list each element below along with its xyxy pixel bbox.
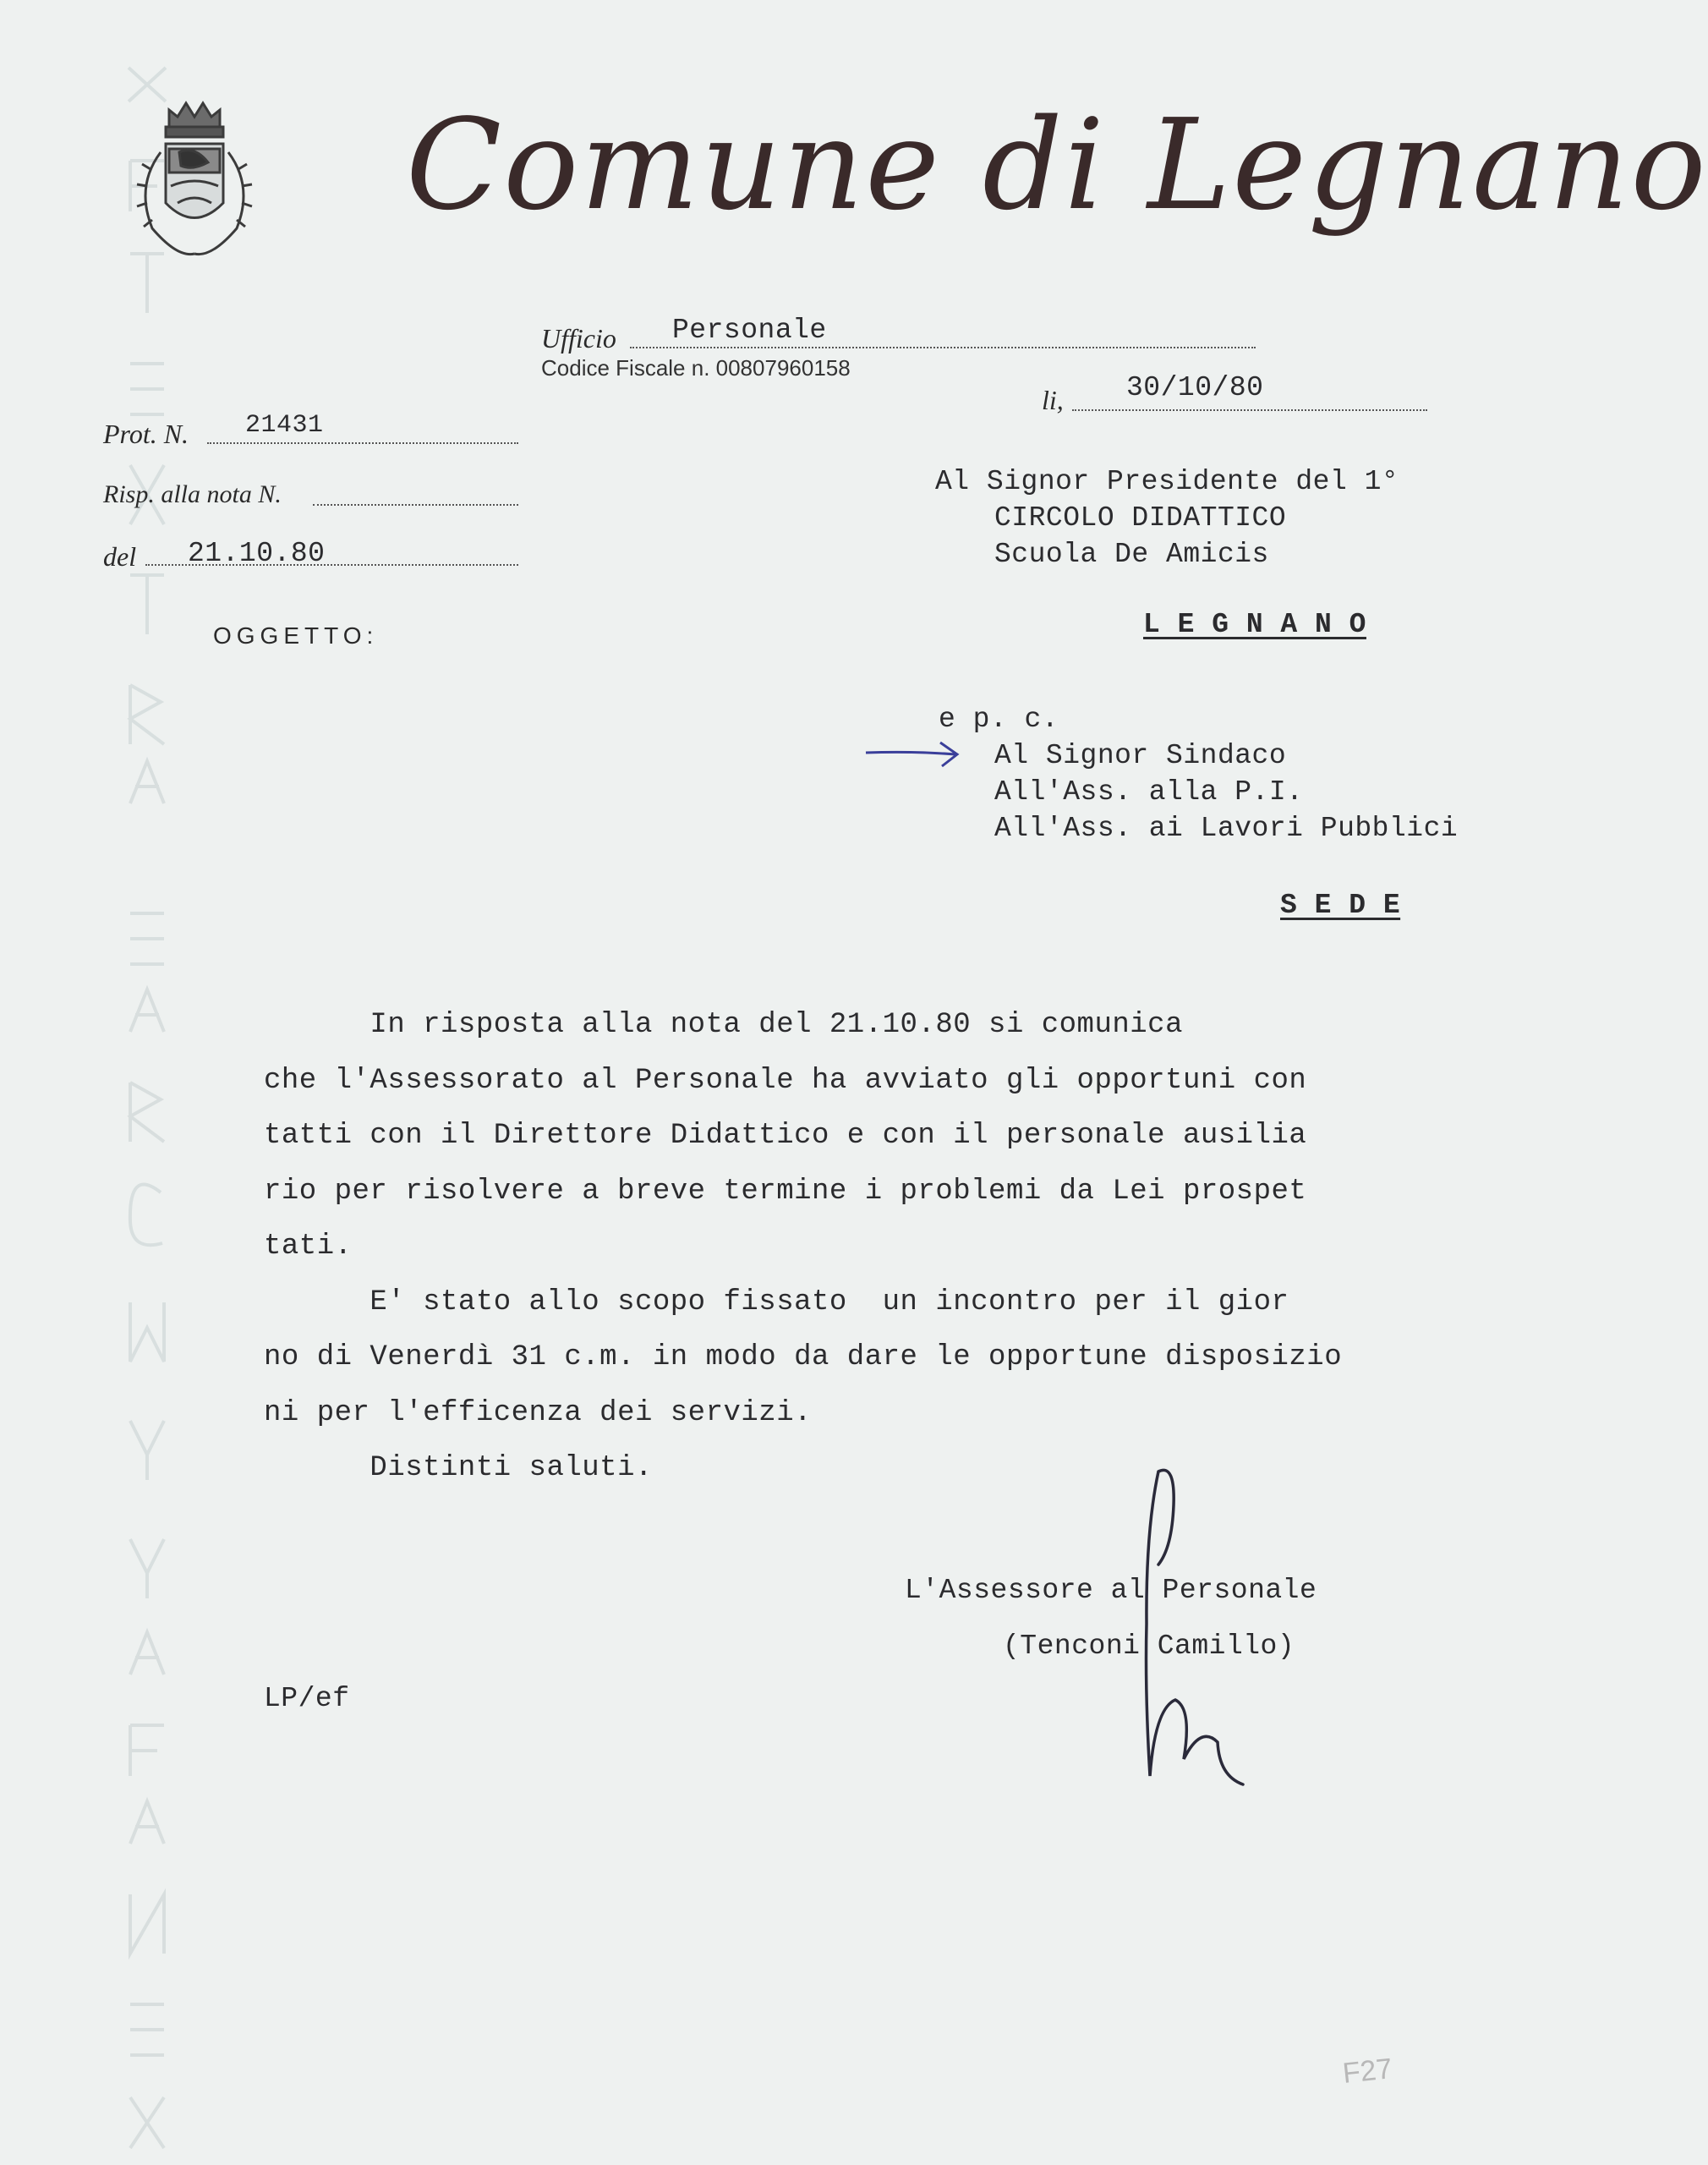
addressee-line: Al Signor Presidente del 1° xyxy=(935,466,1399,497)
addressee-block xyxy=(935,463,1399,573)
letterhead-title: Comune di Legnano xyxy=(406,92,1708,238)
prot-line xyxy=(207,442,518,444)
ufficio-label: Ufficio xyxy=(541,323,616,354)
del-label: del xyxy=(103,541,137,572)
del-value: 21.10.80 xyxy=(188,538,326,569)
ufficio-value: Personale xyxy=(672,315,827,346)
cc-sede: S E D E xyxy=(1280,890,1401,921)
ufficio-line xyxy=(630,347,1256,348)
body-line: ni per l'efficenza dei servizi. xyxy=(264,1396,813,1429)
date-label: li, xyxy=(1042,385,1064,415)
body-line: Distinti saluti. xyxy=(264,1452,653,1484)
coat-of-arms-icon xyxy=(127,93,262,271)
arrow-icon xyxy=(862,736,964,770)
addressee-city: L E G N A N O xyxy=(1143,609,1366,640)
body-line: che l'Assessorato al Personale ha avviato gli opportuni con xyxy=(264,1064,1307,1097)
date-line xyxy=(1072,409,1427,411)
risp-label: Risp. alla nota N. xyxy=(103,480,282,508)
handwritten-signature xyxy=(1125,1455,1294,1793)
body-line: rio per risolvere a breve termine i problemi da Lei prospet xyxy=(264,1175,1307,1208)
cc-line: All'Ass. alla P.I. xyxy=(994,776,1304,808)
letter-body xyxy=(264,998,1342,1497)
oggetto-label: OGGETTO: xyxy=(213,622,379,649)
watermark-strip xyxy=(120,68,174,2148)
body-line: E' stato allo scopo fissato un incontro per il gior xyxy=(264,1285,1289,1318)
addressee-line: CIRCOLO DIDATTICO xyxy=(994,502,1287,534)
codice-fiscale: Codice Fiscale n. 00807960158 xyxy=(541,355,851,381)
archive-mark: F27 xyxy=(1341,2053,1394,2090)
body-line: In risposta alla nota del 21.10.80 si comunica xyxy=(264,1009,1183,1041)
signature-name: (Tenconi Camillo) xyxy=(1003,1631,1295,1662)
addressee-line: Scuola De Amicis xyxy=(994,539,1269,570)
body-line: tatti con il Direttore Didattico e con il personale ausilia xyxy=(264,1120,1307,1152)
prot-label: Prot. N. xyxy=(103,419,189,449)
cc-block xyxy=(994,737,1458,847)
cc-line: All'Ass. ai Lavori Pubblici xyxy=(994,813,1459,844)
prot-value: 21431 xyxy=(245,411,324,440)
initials: LP/ef xyxy=(264,1683,350,1714)
cc-line: Al Signor Sindaco xyxy=(994,740,1287,771)
cc-label: e p. c. xyxy=(939,704,1059,735)
body-line: no di Venerdì 31 c.m. in modo da dare le opportune disposizio xyxy=(264,1341,1343,1373)
risp-line xyxy=(313,504,518,506)
body-line: tati. xyxy=(264,1230,353,1263)
signature-title: L'Assessore al Personale xyxy=(905,1575,1317,1606)
date-value: 30/10/80 xyxy=(1126,372,1264,403)
